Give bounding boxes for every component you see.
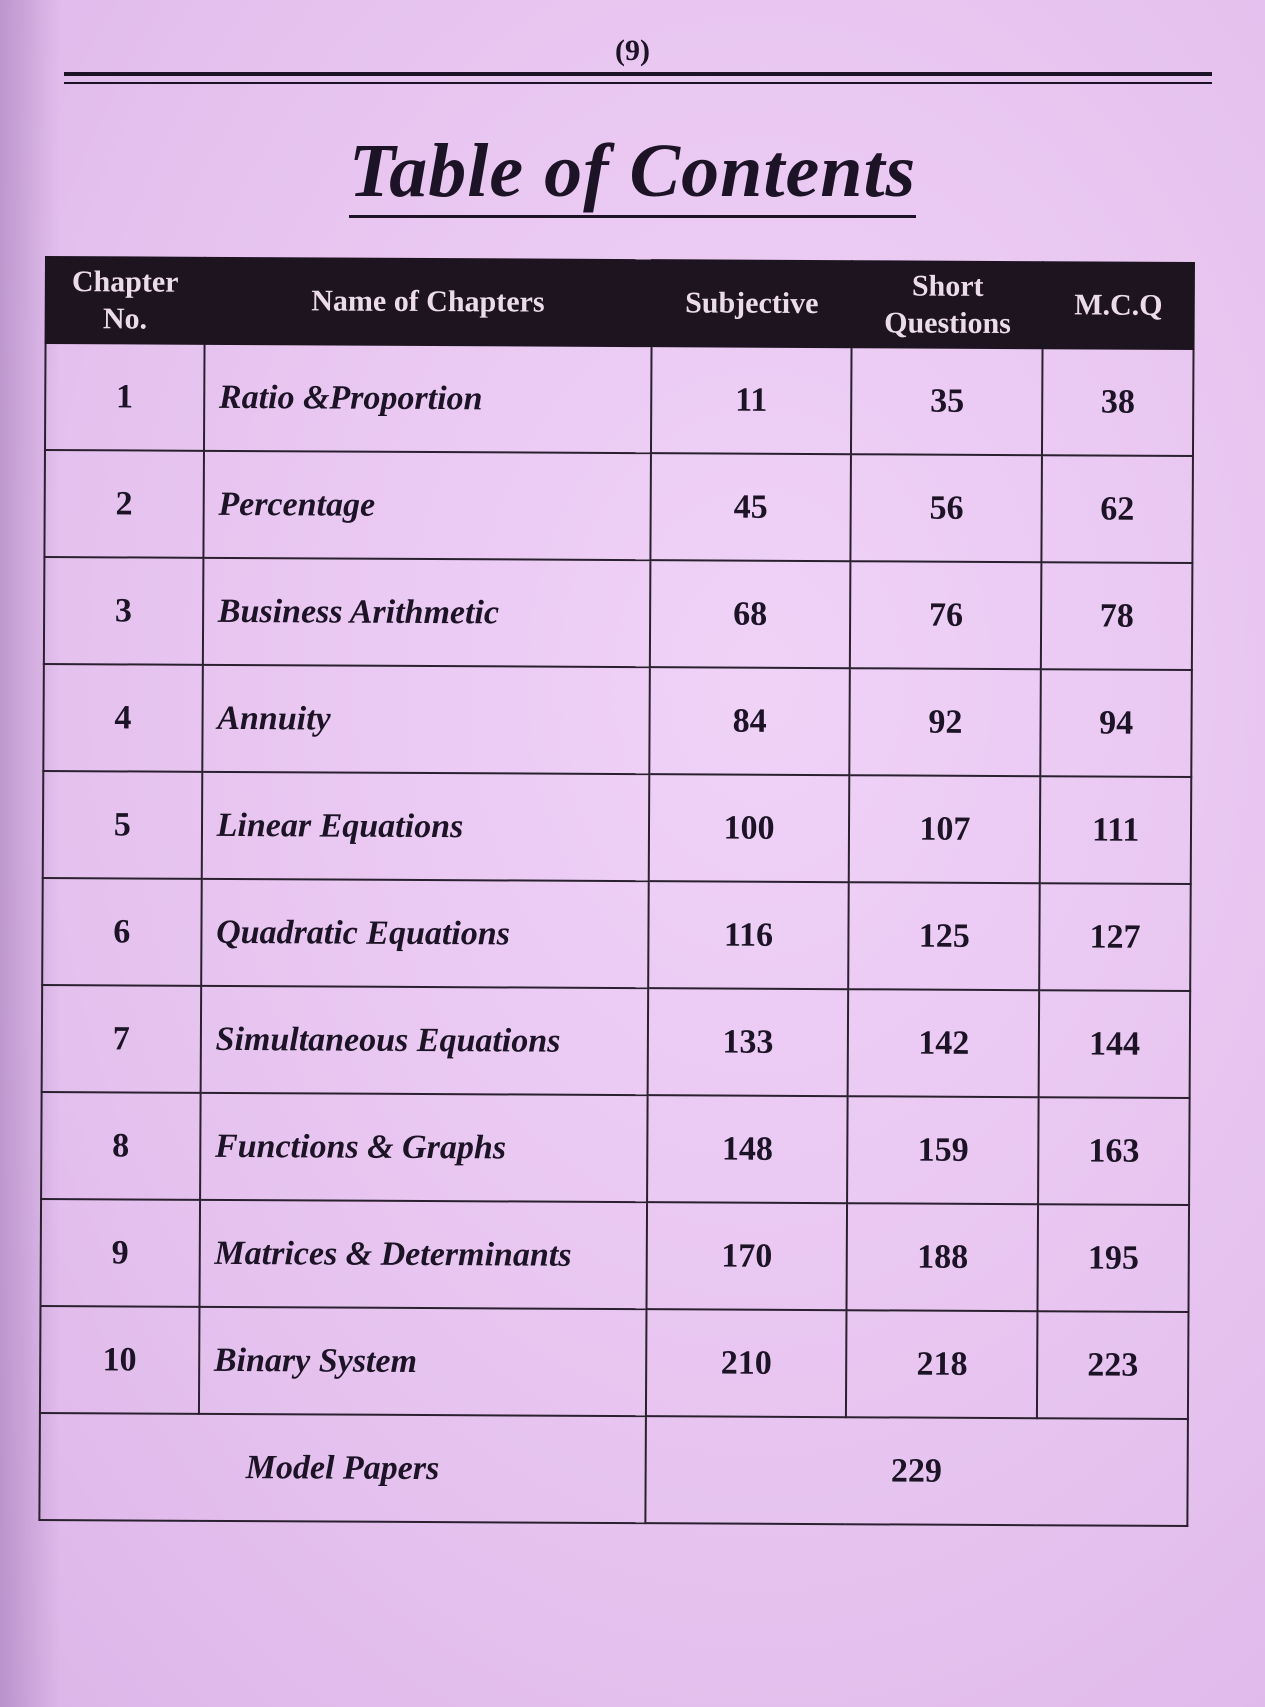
model-papers-page: 229 [645,1416,1188,1526]
mcq-page: 94 [1041,669,1192,777]
short-questions-page: 159 [848,1096,1039,1204]
subjective-page: 170 [646,1202,847,1310]
chapter-name: Linear Equations [201,772,648,881]
header-subjective: Subjective [651,260,852,347]
short-questions-page: 76 [850,561,1041,669]
chapter-number: 5 [43,771,202,879]
table-row [40,1306,1189,1419]
table-row [41,1199,1190,1312]
page-title-text: Table of Contents [349,129,916,218]
chapter-number: 7 [42,985,201,1093]
subjective-page: 116 [648,881,849,989]
subjective-page: 133 [647,988,848,1096]
subjective-page: 11 [651,346,852,454]
short-questions-page: 142 [848,989,1039,1097]
page-title [0,128,1265,215]
subjective-page: 84 [649,667,850,775]
mcq-page: 111 [1040,776,1191,884]
mcq-page: 78 [1041,562,1192,670]
table-row [41,1092,1190,1205]
chapter-name: Ratio &Proportion [204,344,651,453]
chapter-name: Business Arithmetic [203,558,650,667]
header-row [46,257,1194,349]
chapter-name: Annuity [202,665,649,774]
short-questions-page: 35 [851,347,1042,455]
chapter-number: 2 [44,450,203,558]
header-short-questions: Short Questions [852,261,1043,348]
subjective-page: 68 [649,560,850,668]
short-questions-page: 218 [846,1310,1037,1418]
header-rule-thin [64,82,1212,84]
mcq-page: 223 [1037,1311,1188,1419]
header-chapter-no: Chapter No. [46,257,205,344]
chapter-number: 4 [43,664,202,772]
short-questions-page: 188 [847,1203,1038,1311]
chapter-name: Quadratic Equations [201,879,648,988]
model-papers-label: Model Papers [39,1413,645,1523]
mcq-page: 38 [1042,348,1193,456]
mcq-page: 163 [1038,1097,1189,1205]
chapter-name: Percentage [203,451,650,560]
mcq-page: 127 [1039,883,1190,991]
mcq-page: 195 [1038,1204,1189,1312]
short-questions-page: 125 [849,882,1040,990]
chapter-number: 10 [40,1306,199,1414]
chapter-name: Binary System [199,1307,646,1416]
chapter-number: 1 [45,343,204,451]
page-number: (9) [615,34,650,67]
short-questions-page: 56 [851,454,1042,562]
table-row [44,450,1193,563]
short-questions-page: 107 [849,775,1040,883]
subjective-page: 45 [650,453,851,561]
chapter-number: 3 [44,557,203,665]
header-rule-thick [64,72,1212,76]
subjective-page: 100 [648,774,849,882]
chapter-number: 9 [41,1199,200,1307]
chapter-number: 6 [42,878,201,986]
mcq-page: 144 [1039,990,1190,1098]
table-row [42,985,1191,1098]
short-questions-page: 92 [850,668,1041,776]
model-papers-row [39,1413,1188,1526]
chapter-name: Functions & Graphs [200,1093,647,1202]
chapter-number: 8 [41,1092,200,1200]
table-row [44,557,1193,670]
table-row [43,771,1192,884]
table-row [45,343,1194,456]
subjective-page: 148 [647,1095,848,1203]
table-row [42,878,1191,991]
subjective-page: 210 [646,1309,847,1417]
chapter-name: Matrices & Determinants [199,1200,646,1309]
header-name: Name of Chapters [204,258,651,346]
table-row [43,664,1192,777]
contents-table [38,256,1195,1527]
chapter-name: Simultaneous Equations [200,986,647,1095]
mcq-page: 62 [1042,455,1193,563]
header-mcq: M.C.Q [1043,262,1194,349]
